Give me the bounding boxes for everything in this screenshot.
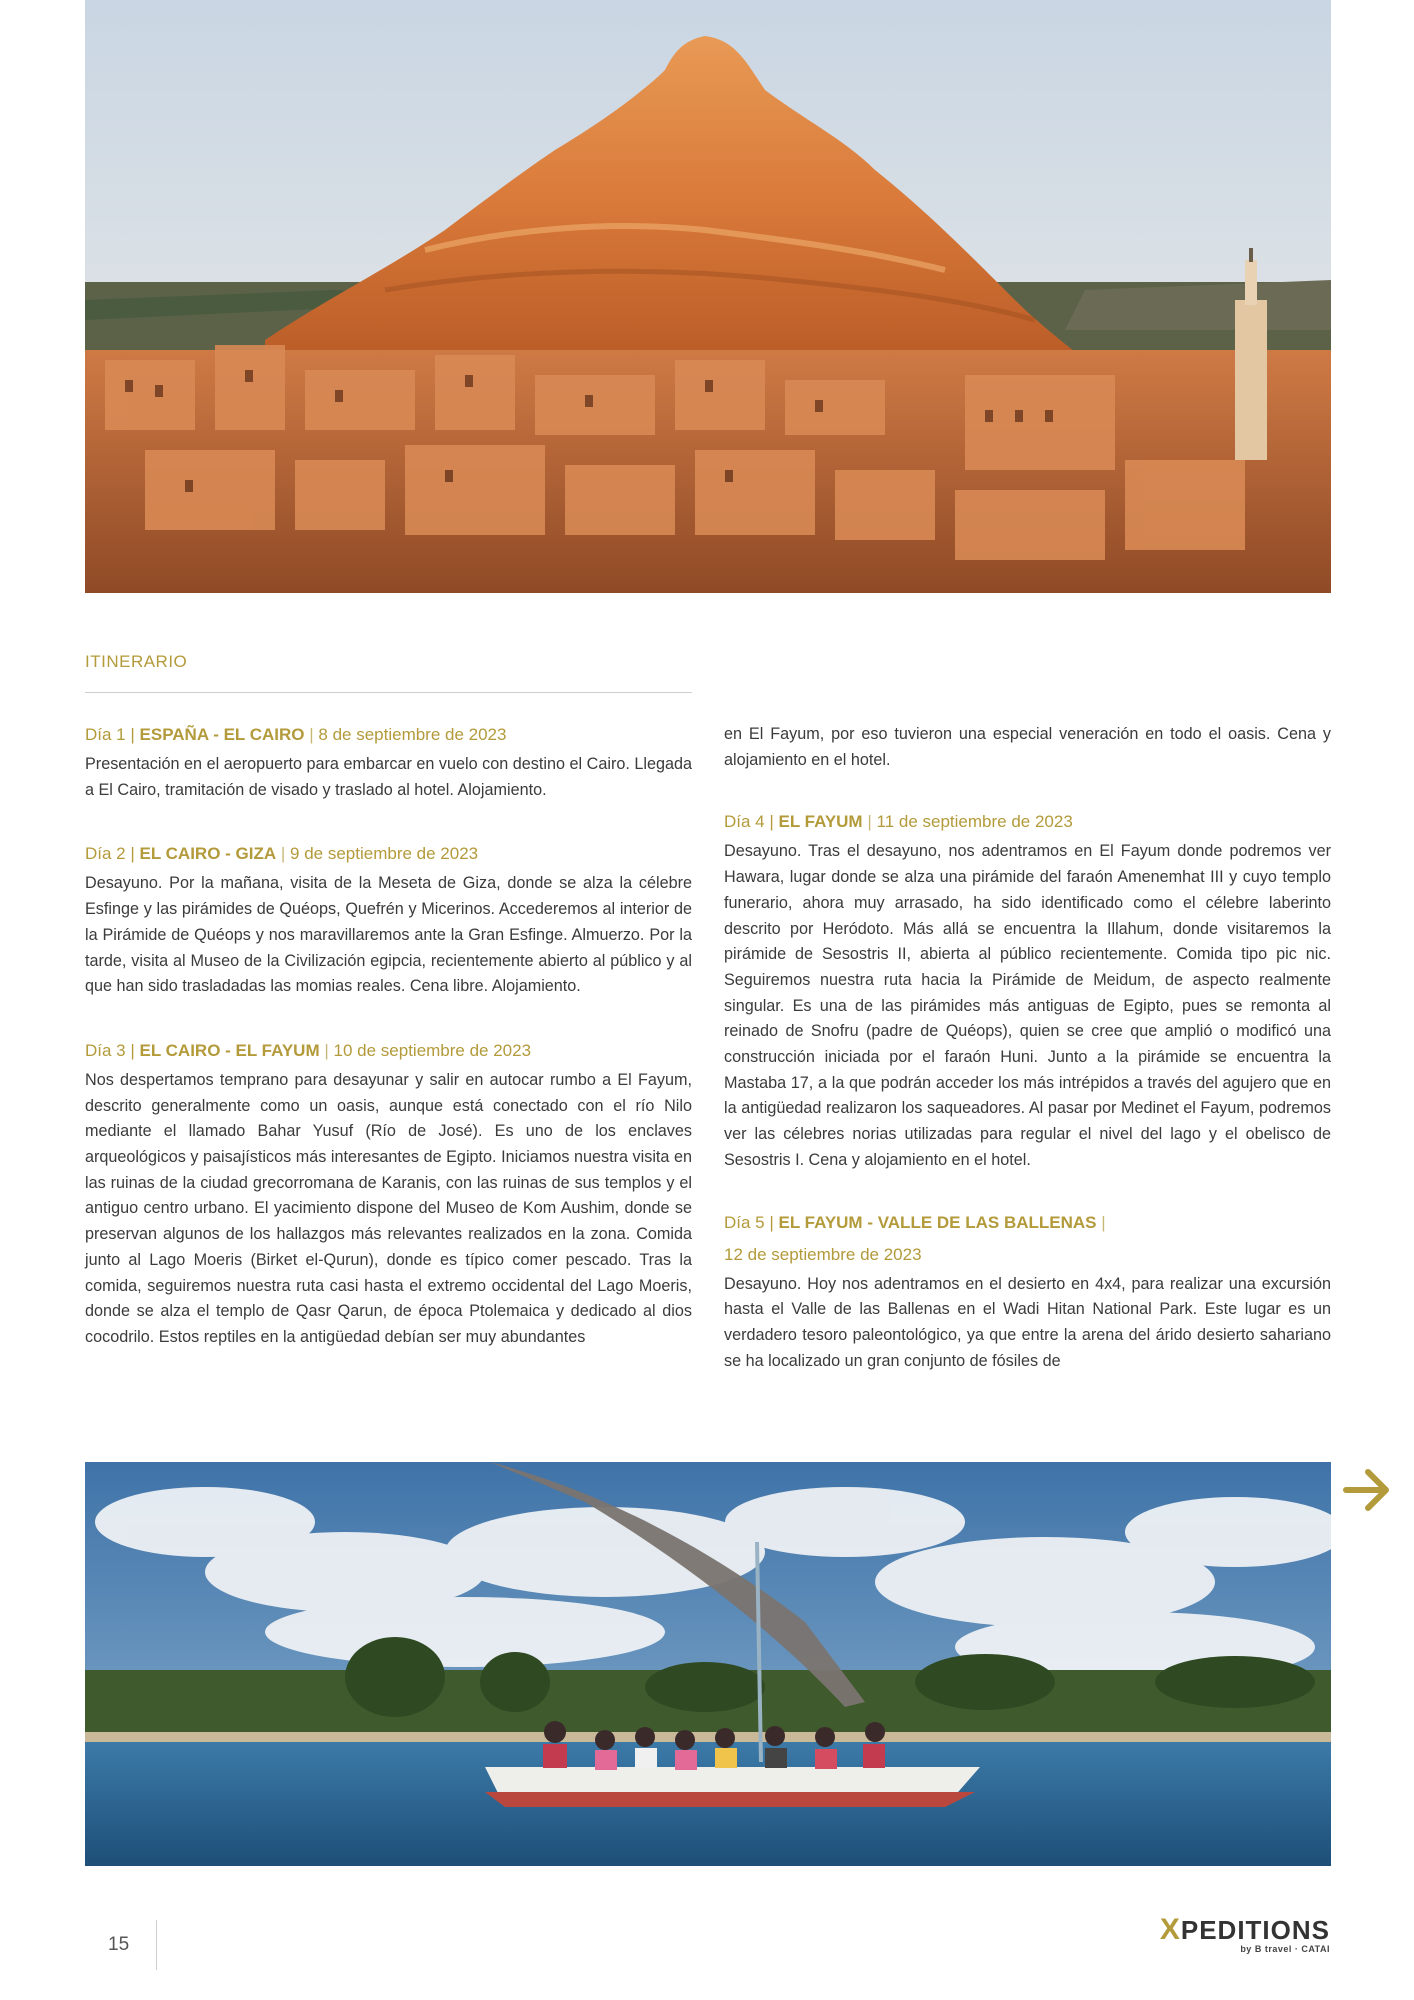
brand-x: X <box>1159 1913 1181 1946</box>
day-2-prefix: Día 2 | <box>85 844 135 864</box>
day-3-prefix: Día 3 | <box>85 1040 135 1060</box>
day-3-description: Nos despertamos temprano para desayunar y salir en autocar rumbo a El Fayum, descrito generalmente como un oasis, aunque está conectado con el río Nilo mediante el llamado Bahar Yusuf (Río de José). Es uno de los enclaves arqueológicos y paisajísticos más interesantes de Egipto. Iniciamos nuestra visita en las ruinas de la ciudad grecorromana de Karanis, con las ruinas de sus templos y el antiguo centro urbano. El yacimiento dispone del Museo de Kom Aushim, donde se preservan algunos de los hallazgos más relevantes realizados en la zona. Comida junto al Lago Moeris (Birket el-Qurun), donde es típico comer pescado. Tras la comida, seguiremos nuestra ruta casi hasta el extremo occidental del Lago Moeris, donde se alza el templo de Qasr Qarun, de época Ptolemaica y dedicado al dios cocodrilo. Estos reptiles en la antigüedad debían ser muy abundantes <box>85 1070 692 1346</box>
itinerary-column-left <box>85 722 692 1351</box>
day-5-separator: | <box>1101 1212 1106 1232</box>
day-5-prefix: Día 5 | <box>724 1212 774 1232</box>
day-4 <box>724 809 1331 1173</box>
brand-logo <box>1159 1913 1330 1954</box>
section-divider <box>85 692 692 693</box>
day-2 <box>85 841 692 1000</box>
day-3-separator: | <box>324 1040 329 1060</box>
day-1-separator: | <box>309 725 314 744</box>
day-3 <box>85 1038 692 1351</box>
day-1-destination: ESPAÑA - EL CAIRO <box>139 725 305 744</box>
day-3-heading <box>85 1038 692 1064</box>
brand-tagline: by B travel · CATAI <box>1240 1944 1330 1954</box>
section-title-itinerario: ITINERARIO <box>85 652 188 671</box>
photo-felucca-lake <box>85 1462 1331 1866</box>
day-1-prefix: Día 1 | <box>85 725 135 744</box>
day-3-destination: EL CAIRO - EL FAYUM <box>139 1040 320 1060</box>
day-5-date: 12 de septiembre de 2023 <box>724 1244 922 1264</box>
day-2-heading <box>85 841 692 867</box>
day-1 <box>85 722 692 803</box>
day-1-heading <box>85 722 692 748</box>
day-5-destination: EL FAYUM - VALLE DE LAS BALLENAS <box>778 1212 1097 1232</box>
footer-divider <box>156 1920 157 1970</box>
hero-photo-desert-village <box>85 0 1331 593</box>
day-4-description: Desayuno. Tras el desayuno, nos adentramos en El Fayum donde podremos ver Hawara, lugar donde se alza una pirámide del faraón Amenemhat III y cuyo templo funerario, ahora muy arrasado, ha sido identificado como el célebre laberinto descrito por Heródoto. Más allá se encuentra la Illahum, donde visitaremos la pirámide de Sesostris II, abierta al público recientemente. Comida tipo pic nic. Seguiremos nuestra ruta hacia la Pirámide de Meidum, de aspecto realmente singular. Es una de las pirámides más antiguas de Egipto, pues se remonta al reinado de Snofru (padre de Quéops), quien se cree que amplió o modificó una construcción iniciada por el faraón Huni. Junto a la pirámide se encuentra la Mastaba 17, a la que podrán acceder los más intrépidos a través del agujero que en la antigüedad realizaron los saqueadores. Al pasar por Medinet el Fayum, podremos ver las célebres norias utilizadas para regular el nivel del lago y el obelisco de Sesostris I. Cena y alojamiento en el hotel. <box>724 842 1331 1169</box>
day-2-separator: | <box>280 844 286 864</box>
day-3-continuation: en El Fayum, por eso tuvieron una especial veneración en todo el oasis. Cena y alojamiento en el hotel. <box>724 725 1331 769</box>
arrow-right-icon[interactable] <box>1340 1462 1392 1518</box>
brand-wordmark <box>1159 1913 1330 1946</box>
day-1-description: Presentación en el aeropuerto para embarcar en vuelo con destino el Cairo. Llegada a El Cairo, tramitación de visado y traslado al hotel. Alojamiento. <box>85 755 692 799</box>
brand-name: PEDITIONS <box>1180 1915 1330 1945</box>
day-3-date: 10 de septiembre de 2023 <box>333 1040 532 1060</box>
day-4-heading <box>724 809 1331 835</box>
itinerary-column-right <box>724 722 1331 1374</box>
day-5-description: Desayuno. Hoy nos adentramos en el desierto en 4x4, para realizar una excursión hasta el Valle de las Ballenas en el Wadi Hitan National Park. Este lugar es un verdadero tesoro paleontológico, ya que entre la arena del árido desierto sahariano se ha localizado un gran conjunto de fósiles de <box>724 1274 1331 1370</box>
day-2-date: 9 de septiembre de 2023 <box>290 844 479 864</box>
day-4-separator: | <box>867 812 872 832</box>
day-1-date: 8 de septiembre de 2023 <box>318 725 507 744</box>
page-number: 15 <box>108 1934 130 1955</box>
day-4-prefix: Día 4 | <box>724 812 774 832</box>
day-2-description: Desayuno. Por la mañana, visita de la Meseta de Giza, donde se alza la célebre Esfinge y las pirámides de Quéops, Quefrén y Micerinos. Accederemos al interior de la Pirámide de Quéops y nos maravillaremos ante la Gran Esfinge. Almuerzo. Por la tarde, visita al Museo de la Civilización egipcia, recientemente abierto al público y al que han sido trasladadas las momias reales. Cena libre. Alojamiento. <box>85 874 692 996</box>
day-5-heading <box>724 1210 1331 1268</box>
day-5 <box>724 1210 1331 1375</box>
day-4-date: 11 de septiembre de 2023 <box>876 812 1073 832</box>
day-2-destination: EL CAIRO - GIZA <box>139 844 277 864</box>
day-4-destination: EL FAYUM <box>778 812 863 832</box>
